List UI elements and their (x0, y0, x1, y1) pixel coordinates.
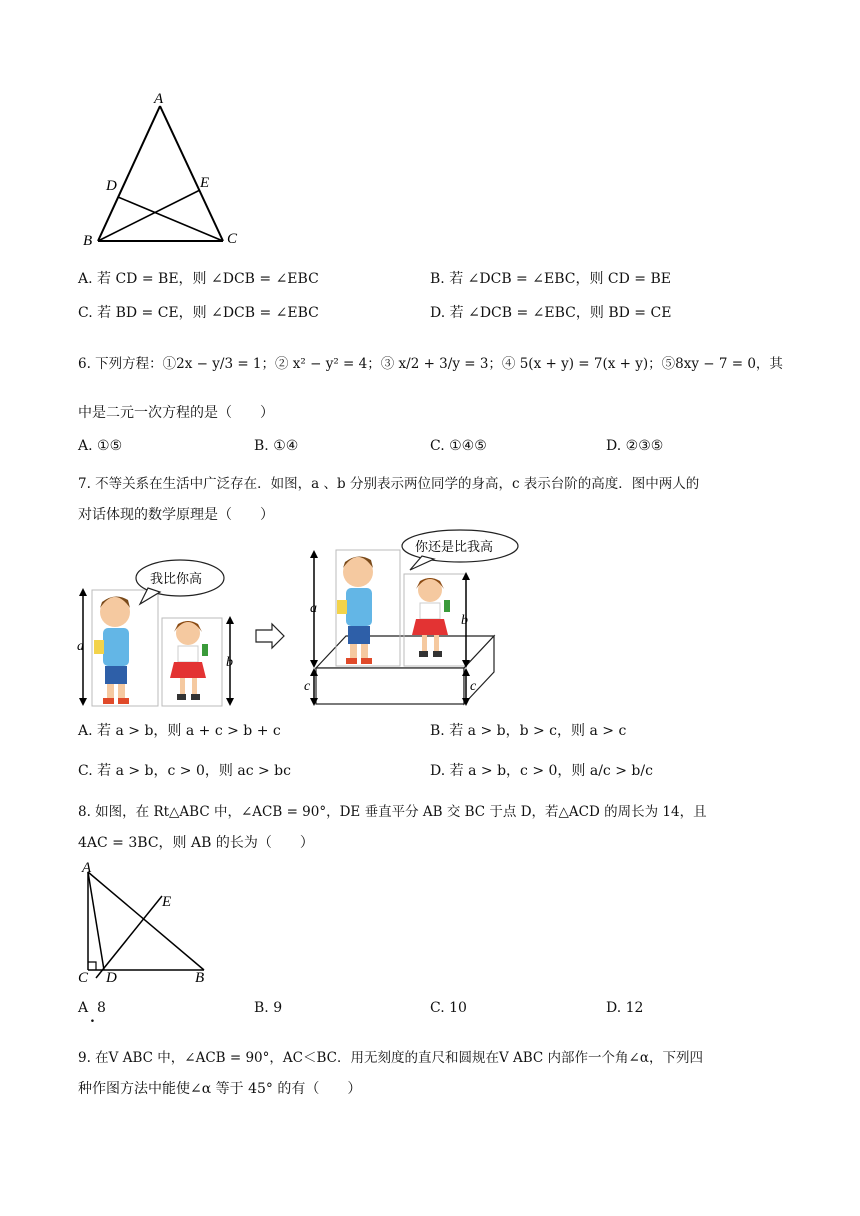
q6-option-c: C. ①④⑤ (430, 438, 487, 454)
label-C: C (227, 231, 238, 247)
q8-label-A: A (82, 860, 92, 876)
q5-option-d: D. 若 ∠DCB = ∠EBC，则 BD = CE (430, 305, 672, 321)
q7-option-a: A. 若 a > b，则 a + c > b + c (78, 723, 281, 739)
q7-label-b-left: b (226, 655, 233, 670)
q7-option-c: C. 若 a > b，c > 0，则 ac > bc (78, 763, 291, 779)
q8-option-a: A 8 (78, 1000, 106, 1016)
right-scene (304, 530, 518, 706)
q8-stem-line2: 4AC = 3BC，则 AB 的长为（ ） (78, 835, 314, 851)
q7-bubble-right: 你还是比我高 (415, 540, 494, 555)
q7-option-d: D. 若 a > b，c > 0，则 a/c > b/c (430, 763, 653, 779)
q9-stem-line2: 种作图方法中能使∠α 等于 45° 的有（ ） (78, 1081, 362, 1097)
q8-option-a-dot: . (90, 1010, 95, 1026)
q7-option-b: B. 若 a > b，b > c，则 a > c (430, 723, 627, 739)
left-scene (77, 560, 284, 706)
label-B: B (83, 233, 93, 249)
label-D: D (106, 178, 117, 194)
q7-label-a-right: a (310, 601, 317, 616)
q7-label-b-right: b (461, 613, 468, 628)
q7-label-c-left: c (304, 679, 311, 694)
q6-stem: 6. 下列方程：①2x − y/3 = 1；② x² − y² = 4；③ x/2 + 3/y = 3；④ 5(x + y) = 7(x + y)；⑤8xy − 7 = 0，其 (78, 356, 783, 372)
q5-option-c: C. 若 BD = CE，则 ∠DCB = ∠EBC (78, 305, 319, 321)
q8-label-E: E (162, 894, 172, 910)
q7-label-a-left: a (77, 639, 84, 654)
q7-bubble-left: 我比你高 (150, 572, 203, 587)
q7-figure (70, 528, 540, 713)
triangle-figure (78, 86, 268, 252)
q8-label-D: D (106, 970, 117, 986)
q6-stem-line2: 中是二元一次方程的是（ ） (78, 405, 274, 421)
q8-option-d: D. 12 (606, 1000, 644, 1016)
q8-figure (74, 858, 214, 988)
label-E: E (200, 175, 210, 191)
label-A: A (154, 91, 164, 107)
q8-stem-line1: 8. 如图，在 Rt△ABC 中，∠ACB = 90°，DE 垂直平分 AB 交 BC 于点 D，若△ACD 的周长为 14，且 (78, 804, 707, 820)
q6-option-a: A. ①⑤ (78, 438, 123, 454)
q6-option-d: D. ②③⑤ (606, 438, 664, 454)
q6-option-b: B. ①④ (254, 438, 299, 454)
q8-option-b: B. 9 (254, 1000, 283, 1016)
q7-stem-line1: 7. 不等关系在生活中广泛存在．如图，a 、b 分别表示两位同学的身高，c 表示台阶的高度．图中两人的 (78, 476, 700, 492)
q5-option-a: A. 若 CD = BE，则 ∠DCB = ∠EBC (78, 271, 319, 287)
q5-option-b: B. 若 ∠DCB = ∠EBC，则 CD = BE (430, 271, 671, 287)
q7-label-c-right: c (470, 679, 477, 694)
q8-option-c: C. 10 (430, 1000, 467, 1016)
q7-stem-line2: 对话体现的数学原理是（ ） (78, 507, 274, 523)
q9-stem-line1: 9. 在V ABC 中，∠ACB = 90°，AC＜BC．用无刻度的直尺和圆规在V ABC 内部作一个角∠α，下列四 (78, 1050, 703, 1066)
q8-label-B: B (195, 970, 205, 986)
q8-label-C: C (78, 970, 89, 986)
